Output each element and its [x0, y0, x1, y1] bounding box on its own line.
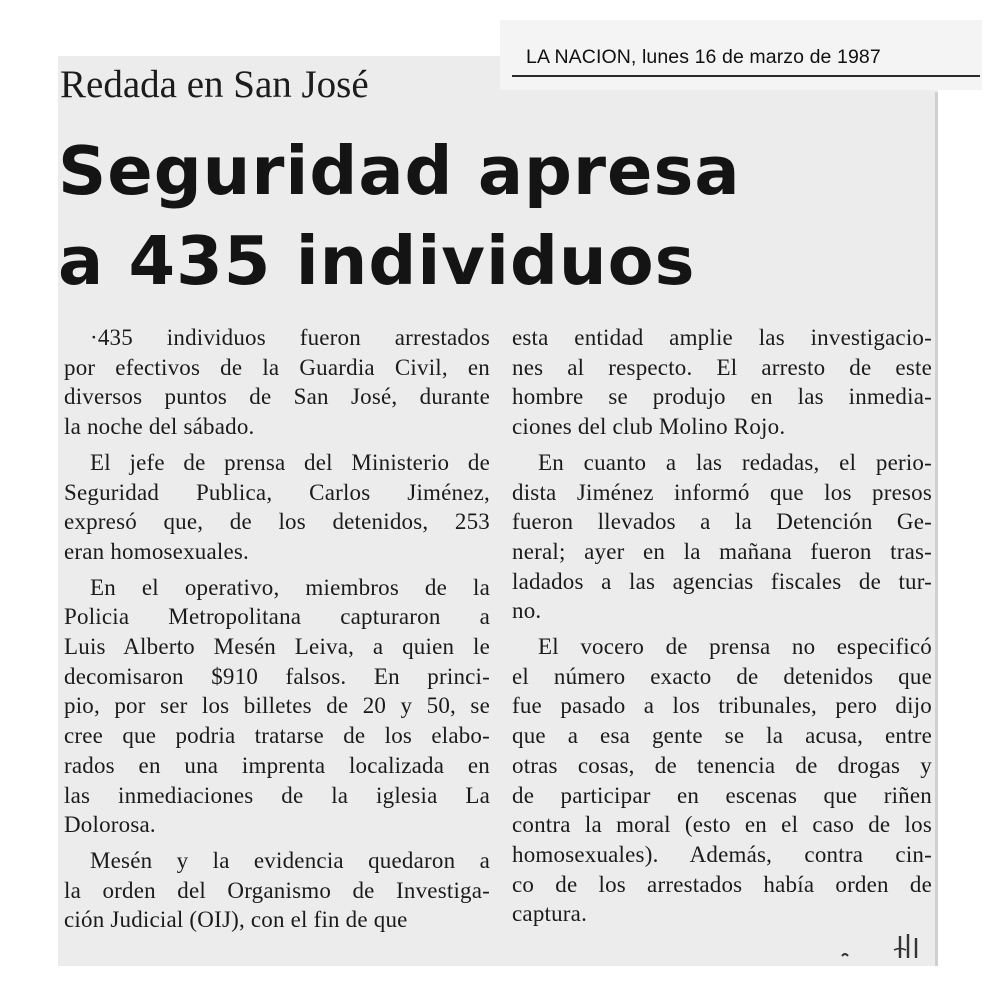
article-line: nes al respecto. El arresto de este	[512, 354, 932, 380]
article-line: las inmediaciones de la iglesia La	[64, 782, 490, 808]
article-line: ladados a las agencias fiscales de tur-	[512, 568, 932, 594]
article-line: Seguridad Publica, Carlos Jiménez,	[64, 479, 490, 505]
article-line: El jefe de prensa del Ministerio de	[90, 449, 490, 475]
article-line: ciones del club Molino Rojo.	[512, 414, 786, 440]
article-line: que a esa gente se la acusa, entre	[512, 723, 932, 749]
article-line: En el operativo, miembros de la	[90, 574, 490, 600]
article-column-right	[512, 323, 932, 929]
article-line: En cuanto a las redadas, el perio-	[538, 449, 932, 475]
article-line: expresó que, de los detenidos, 253	[64, 509, 490, 535]
article-line: ción Judicial (OIJ), con el fin de que	[64, 907, 408, 933]
article-line: cree que podria tratarse de los elabo-	[64, 723, 490, 749]
headline-line-2: a 435 individuos	[58, 222, 696, 300]
article-line: esta entidad amplie las investigacio-	[512, 325, 932, 350]
article-kicker: Redada en San José	[60, 63, 369, 106]
article-headline	[58, 126, 741, 306]
masthead-dateline: LA NACION, lunes 16 de marzo de 1987	[526, 46, 881, 68]
article-line: pio, por ser los billetes de 20 y 50, se	[64, 693, 490, 719]
article-line: Mesén y la evidencia quedaron a	[90, 847, 490, 873]
handwritten-mark	[838, 930, 928, 962]
article-line: ·435 individuos fueron arrestados	[90, 325, 490, 350]
article-line: co de los arrestados había orden de	[512, 871, 932, 897]
article-line: otras cosas, de tenencia de drogas y	[512, 752, 932, 778]
article-line: captura.	[512, 901, 588, 927]
article-line: Luis Alberto Mesén Leiva, a quien le	[64, 634, 490, 660]
article-line: no.	[512, 598, 542, 624]
article-line: decomisaron $910 falsos. En princi-	[64, 663, 490, 689]
article-line: rados en una imprenta localizada en	[64, 752, 490, 778]
article-line: hombre se produjo en las inmedia-	[512, 384, 932, 410]
article-line: fue pasado a los tribunales, pero dijo	[512, 693, 932, 719]
article-line: diversos puntos de San José, durante	[64, 384, 490, 410]
article-line: contra la moral (esto en el caso de los	[512, 812, 932, 838]
masthead-rule	[512, 75, 980, 77]
article-line: dista Jiménez informó que los presos	[512, 479, 932, 505]
article-line: la noche del sábado.	[64, 414, 255, 440]
headline-line-1: Seguridad apresa	[58, 132, 741, 210]
article-line: fueron llevados a la Detención Ge-	[512, 509, 932, 535]
article-line: de participar en escenas que riñen	[512, 782, 932, 808]
article-line: eran homosexuales.	[64, 538, 249, 564]
article-line: la orden del Organismo de Investiga-	[64, 877, 490, 903]
clipping-edge	[935, 92, 938, 966]
article-column-left	[64, 323, 490, 935]
article-line: homosexuales). Además, contra cin-	[512, 841, 932, 867]
article-line: neral; ayer en la mañana fueron tras-	[512, 538, 932, 564]
article-line: Policia Metropolitana capturaron a	[64, 604, 490, 630]
article-line: por efectivos de la Guardia Civil, en	[64, 354, 490, 380]
article-line: El vocero de prensa no especificó	[538, 634, 932, 660]
article-line: Dolorosa.	[64, 812, 156, 838]
article-line: el número exacto de detenidos que	[512, 663, 932, 689]
